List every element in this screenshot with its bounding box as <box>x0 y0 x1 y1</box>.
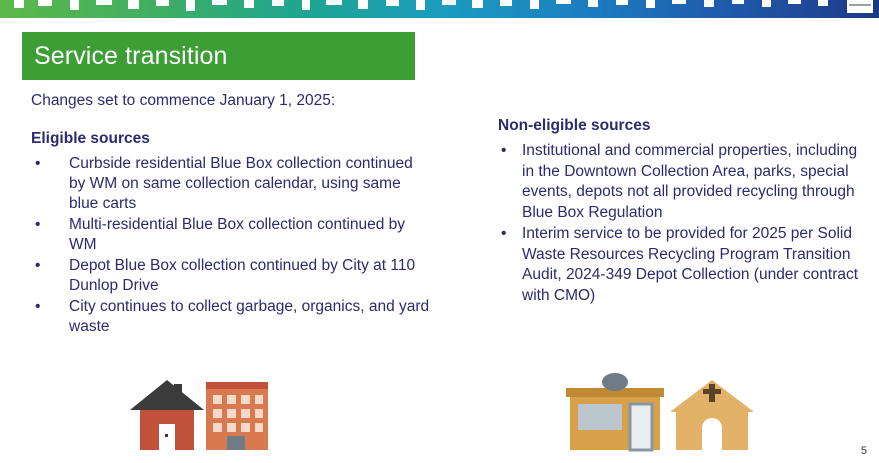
list-item-text: Depot Blue Box collection continued by City at 110 Dunlop Drive <box>69 257 416 294</box>
bullet-icon: • <box>35 298 41 315</box>
store-and-church-icon <box>560 372 760 457</box>
eligible-sources-heading: Eligible sources <box>31 130 150 147</box>
non-eligible-sources-column <box>498 117 873 307</box>
list-item-text: Institutional and commercial properties, including in the Downtown Collection Area, parks, special events, depots not all provided recycling through Blue Box Regulation <box>522 142 858 221</box>
non-eligible-sources-heading: Non-eligible sources <box>498 117 651 134</box>
bullet-icon: • <box>35 216 41 233</box>
list-item-text: Interim service to be provided for 2025 per Solid Waste Resources Recycling Program Transition Audit, 2024-349 Depot Collection (under contract with CMO) <box>522 225 859 304</box>
list-item <box>498 224 873 306</box>
house-and-apartment-icon <box>120 372 290 457</box>
non-eligible-sources-list <box>498 141 873 306</box>
list-item-text: Multi-residential Blue Box collection continued by WM <box>69 216 406 253</box>
page-title: Service transition <box>34 41 228 70</box>
bullet-icon: • <box>501 142 507 159</box>
slide-title-bar <box>22 32 415 80</box>
band-notch-mask <box>0 0 879 18</box>
list-item <box>31 297 431 337</box>
house-and-apartment-svg <box>120 372 290 452</box>
list-item <box>31 256 431 296</box>
bullet-icon: • <box>35 257 41 274</box>
list-item-text: Curbside residential Blue Box collection continued by WM on same collection calendar, using same blue carts <box>69 155 413 212</box>
eligible-sources-list <box>31 154 431 337</box>
list-item-text: City continues to collect garbage, organics, and yard waste <box>69 298 430 335</box>
list-item <box>498 141 873 223</box>
decorative-top-band <box>0 0 879 18</box>
list-item <box>31 215 431 255</box>
store-and-church-svg <box>560 372 760 452</box>
bullet-icon: • <box>501 225 507 242</box>
eligible-sources-column <box>31 130 431 338</box>
page-number: 5 <box>860 445 867 457</box>
slide-subheading: Changes set to commence January 1, 2025: <box>31 92 336 109</box>
list-item <box>31 154 431 214</box>
corner-marker-icon <box>847 0 873 13</box>
bullet-icon: • <box>35 155 41 172</box>
